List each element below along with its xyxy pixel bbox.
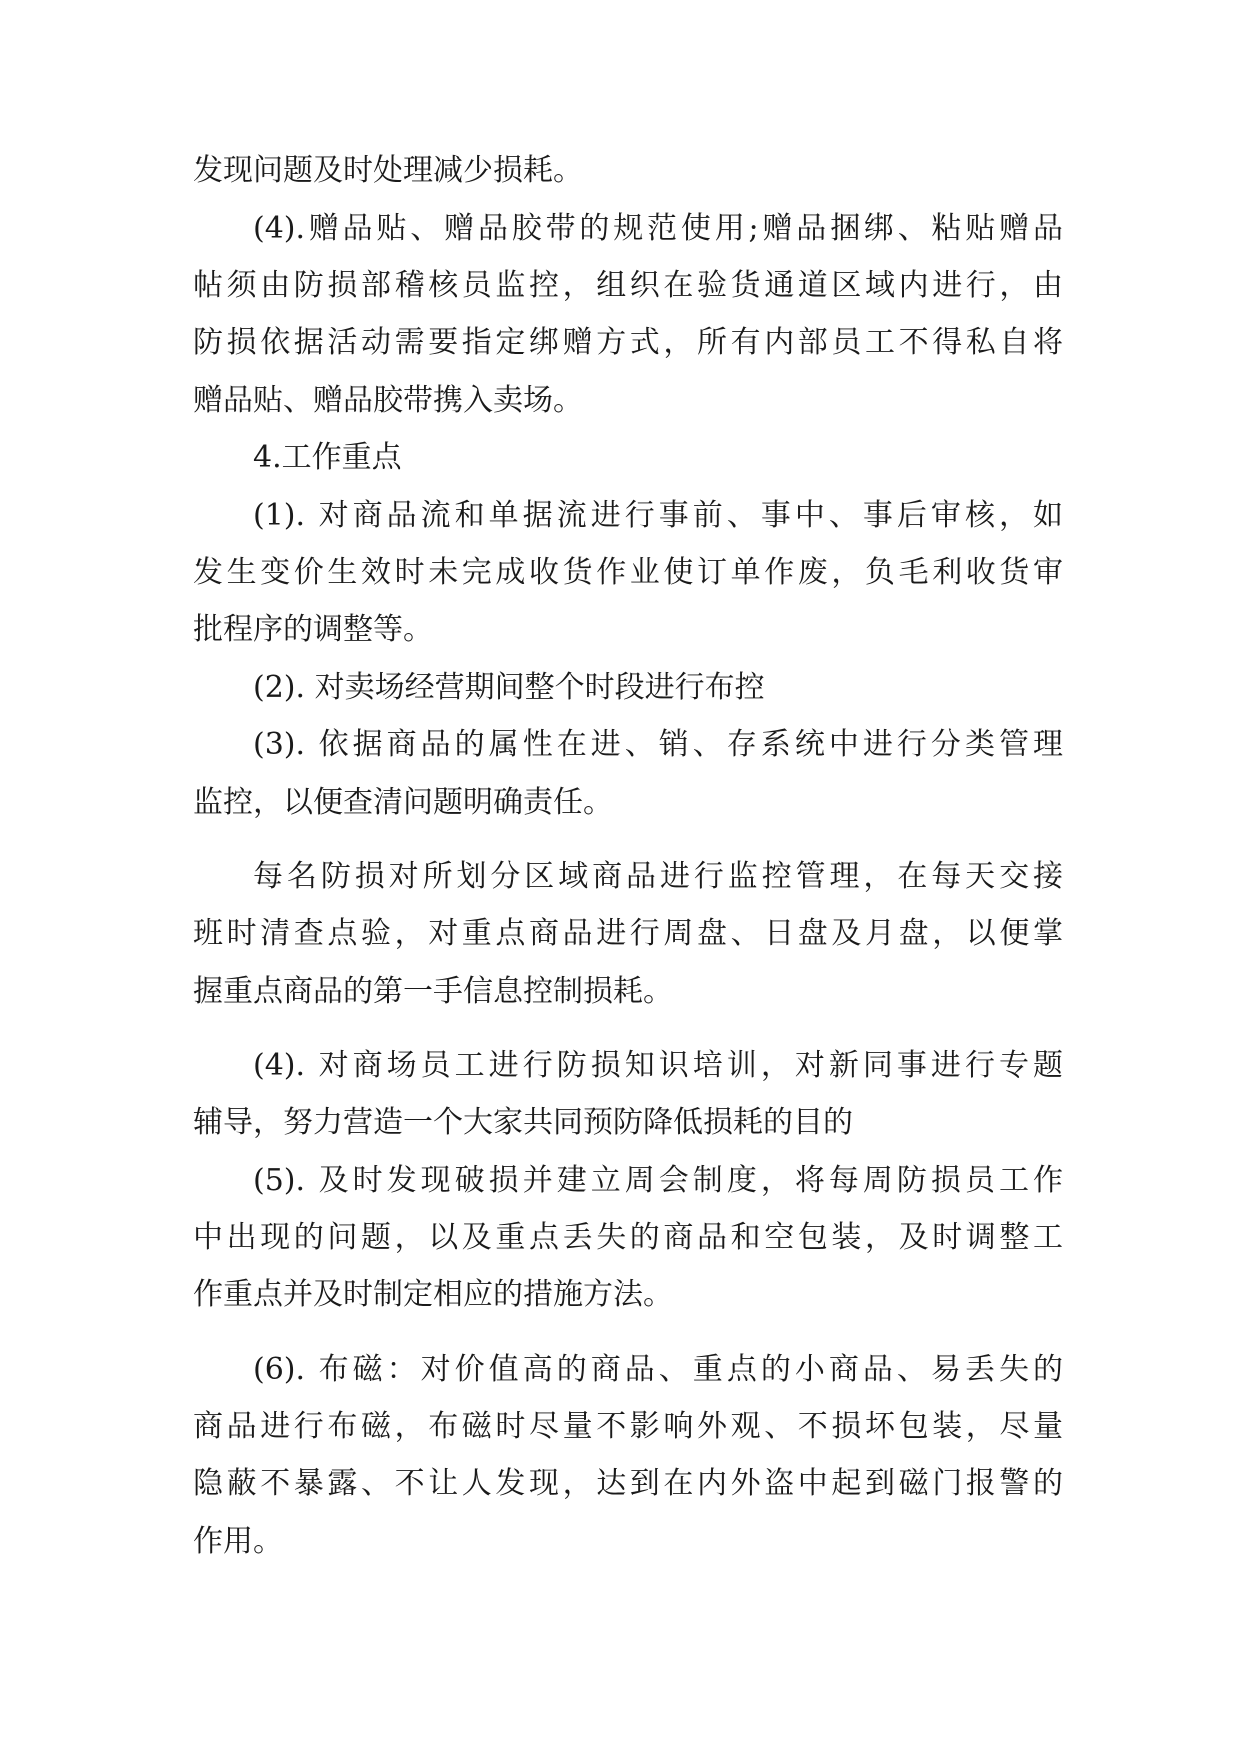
paragraph-line: (3). 依据商品的属性在进、销、存系统中进行分类管理 xyxy=(253,727,1063,762)
paragraph-line: 辅导，努力营造一个大家共同预防降低损耗的目的 xyxy=(193,1105,853,1140)
paragraph-line: 发生变价生效时未完成收货作业使订单作废，负毛利收货审 xyxy=(193,555,1063,590)
paragraph-line: (4). 对商场员工进行防损知识培训，对新同事进行专题 xyxy=(253,1048,1063,1083)
paragraph-line: (1). 对商品流和单据流进行事前、事中、事后审核，如 xyxy=(253,498,1063,533)
paragraph-line: 作重点并及时制定相应的措施方法。 xyxy=(193,1277,673,1312)
paragraph-line: 每名防损对所划分区域商品进行监控管理，在每天交接 xyxy=(253,859,1063,894)
paragraph-line: 商品进行布磁，布磁时尽量不影响外观、不损坏包装，尽量 xyxy=(193,1409,1063,1444)
paragraph-line: 握重点商品的第一手信息控制损耗。 xyxy=(193,974,673,1009)
paragraph-line: 隐蔽不暴露、不让人发现，达到在内外盗中起到磁门报警的 xyxy=(193,1466,1063,1501)
paragraph-line: (2). 对卖场经营期间整个时段进行布控 xyxy=(253,670,765,705)
paragraph-line: (5). 及时发现破损并建立周会制度，将每周防损员工作 xyxy=(253,1163,1063,1198)
paragraph-line: 监控，以便查清问题明确责任。 xyxy=(193,785,613,820)
paragraph-line: 帖须由防损部稽核员监控，组织在验货通道区域内进行，由 xyxy=(193,268,1063,303)
paragraph-line: 班时清查点验，对重点商品进行周盘、日盘及月盘，以便掌 xyxy=(193,916,1063,951)
paragraph-line: 作用。 xyxy=(193,1524,283,1559)
paragraph-line: 批程序的调整等。 xyxy=(193,612,433,647)
paragraph-line: (4).赠品贴、赠品胶带的规范使用;赠品捆绑、粘贴赠品 xyxy=(253,211,1063,246)
paragraph-line: 发现问题及时处理减少损耗。 xyxy=(193,153,583,188)
paragraph-line: 中出现的问题，以及重点丢失的商品和空包装，及时调整工 xyxy=(193,1220,1063,1255)
paragraph-line: (6). 布磁：对价值高的商品、重点的小商品、易丢失的 xyxy=(253,1352,1063,1387)
paragraph-line: 赠品贴、赠品胶带携入卖场。 xyxy=(193,383,583,418)
section-heading: 4.工作重点 xyxy=(253,440,402,475)
paragraph-line: 防损依据活动需要指定绑赠方式，所有内部员工不得私自将 xyxy=(193,325,1063,360)
